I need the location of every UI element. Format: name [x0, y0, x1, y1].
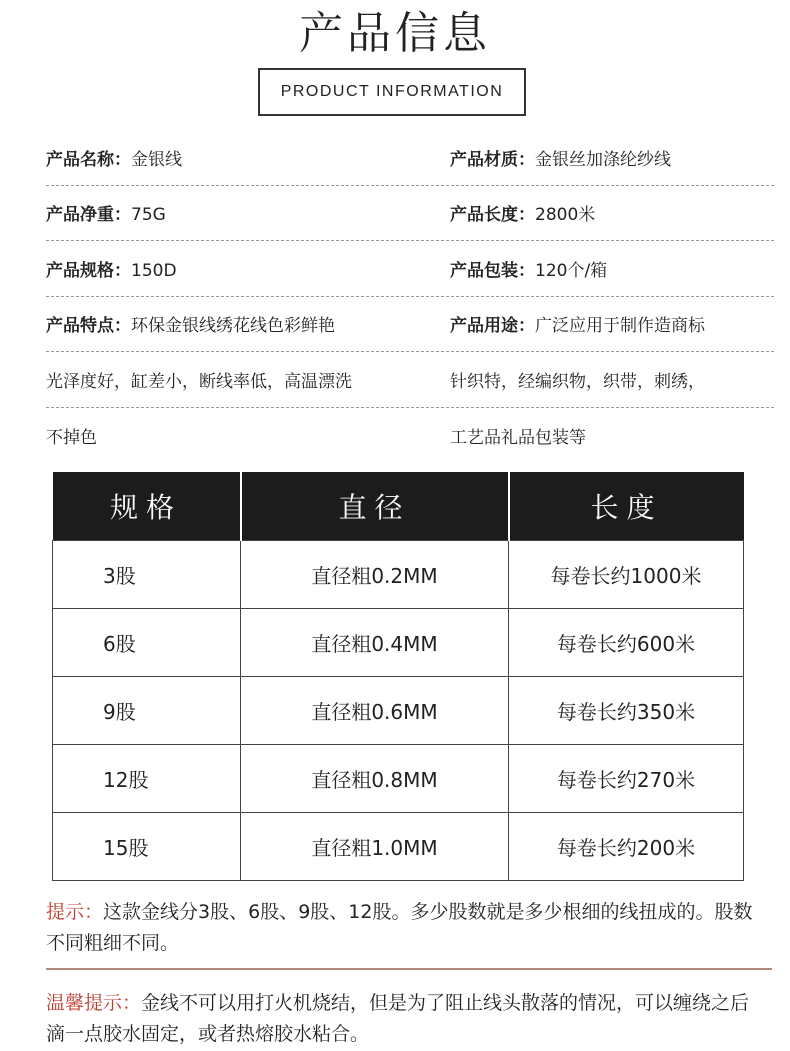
info-value: 2800米: [535, 205, 596, 226]
column-header-diameter: 直径: [241, 472, 509, 541]
table-cell: 每卷长约200米: [509, 813, 744, 881]
warm-tip-text: 金线不可以用打火机烧结，但是为了阻止线头散落的情况，可以缠绕之后滴一点胶水固定，或者热熔胶水粘合。: [46, 992, 750, 1045]
info-value: 150D: [131, 260, 177, 281]
tip-note: [46, 897, 766, 959]
table-cell: 6股: [53, 609, 241, 677]
info-row: [46, 297, 774, 353]
info-value: 120个/箱: [535, 260, 608, 281]
table-cell: 直径粗1.0MM: [241, 813, 509, 881]
info-row: [46, 241, 774, 297]
table-cell: 每卷长约270米: [509, 745, 744, 813]
table-cell: 每卷长约1000米: [509, 541, 744, 609]
spec-table: [52, 472, 744, 881]
table-cell: 15股: [53, 813, 241, 881]
product-info-list: [46, 130, 774, 463]
divider: [46, 968, 772, 970]
table-row: [53, 745, 744, 813]
info-row: [46, 186, 774, 242]
table-cell: 直径粗0.4MM: [241, 609, 509, 677]
page-subtitle: PRODUCT INFORMATION: [280, 83, 504, 100]
info-label: 产品包装：: [450, 260, 535, 281]
table-cell: 直径粗0.2MM: [241, 541, 509, 609]
table-cell: 3股: [53, 541, 241, 609]
info-row: [46, 352, 774, 408]
table-cell: 每卷长约600米: [509, 609, 744, 677]
subtitle-box: [258, 68, 526, 116]
warm-note: [46, 988, 766, 1050]
tip-text: 这款金线分3股、6股、9股、12股。多少股数就是多少根细的线扭成的。股数不同粗细不同。: [46, 901, 753, 954]
info-value: 不掉色: [46, 427, 97, 448]
table-cell: 12股: [53, 745, 241, 813]
info-label: 产品特点：: [46, 316, 131, 337]
info-value: 针织特，经编织物，织带，刺绣，: [450, 371, 705, 392]
table-cell: 直径粗0.8MM: [241, 745, 509, 813]
column-header-length: 长度: [509, 472, 744, 541]
info-row: [46, 408, 774, 464]
warm-tip-label: 温馨提示：: [46, 992, 142, 1014]
info-row: [46, 130, 774, 186]
info-value: 环保金银线绣花线色彩鲜艳: [131, 316, 335, 337]
info-label: 产品材质：: [450, 149, 535, 170]
info-label: 产品用途：: [450, 316, 535, 337]
info-value: 广泛应用于制作造商标: [535, 316, 705, 337]
info-value: 光泽度好，缸差小，断线率低，高温漂洗: [46, 371, 352, 392]
table-header-row: [53, 472, 744, 541]
table-cell: 每卷长约350米: [509, 677, 744, 745]
info-value: 工艺品礼品包装等: [450, 427, 586, 448]
table-row: [53, 677, 744, 745]
info-label: 产品长度：: [450, 205, 535, 226]
info-value: 金银丝加涤纶纱线: [535, 149, 671, 170]
page-title: 产品信息: [299, 8, 491, 59]
table-row: [53, 609, 744, 677]
table-cell: 直径粗0.6MM: [241, 677, 509, 745]
column-header-spec: 规格: [53, 472, 241, 541]
table-cell: 9股: [53, 677, 241, 745]
info-label: 产品名称：: [46, 149, 131, 170]
info-label: 产品规格：: [46, 260, 131, 281]
info-value: 金银线: [131, 149, 182, 170]
table-row: [53, 813, 744, 881]
info-value: 75G: [131, 205, 166, 226]
tip-label: 提示：: [46, 901, 104, 923]
table-row: [53, 541, 744, 609]
info-label: 产品净重：: [46, 205, 131, 226]
